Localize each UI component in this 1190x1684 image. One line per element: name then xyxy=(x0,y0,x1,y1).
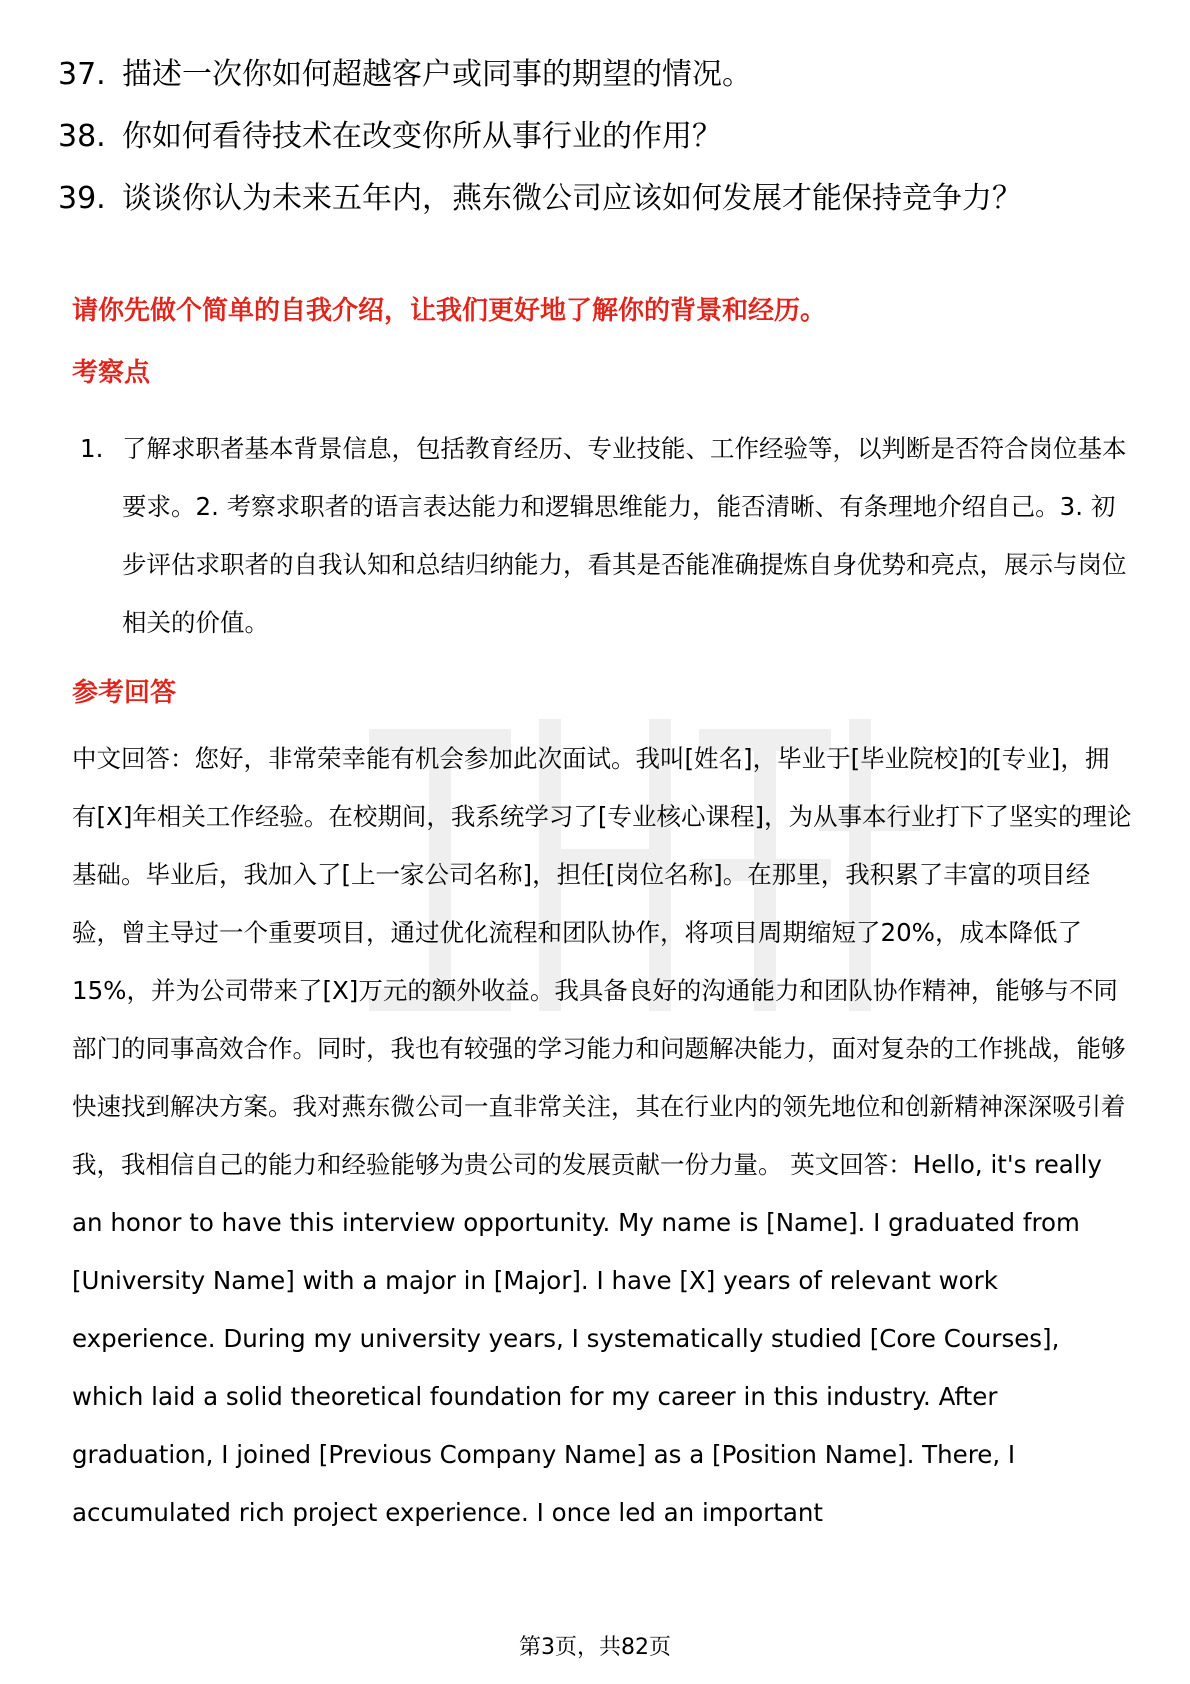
assessment-points xyxy=(80,420,1130,652)
question-text: 谈谈你认为未来五年内，燕东微公司应该如何发展才能保持竞争力？ xyxy=(122,181,1022,216)
assessment-text: 了解求职者基本背景信息，包括教育经历、专业技能、工作经验等，以判断是否符合岗位基本要求。2. 考察求职者的语言表达能力和逻辑思维能力，能否清晰、有条理地介绍自己。3. 初步评估求职者的自我认知和总结归纳能力，看其是否能准确提炼自身优势和亮点，展示与岗位相关的价值。 xyxy=(122,434,1127,637)
question-list xyxy=(58,52,1128,238)
question-number: 39. xyxy=(58,181,106,216)
interview-question-heading: 请你先做个简单的自我介绍，让我们更好地了解你的背景和经历。 xyxy=(72,296,827,326)
question-number: 37. xyxy=(58,57,106,92)
page-footer: 第3页，共82页 xyxy=(519,1635,671,1660)
assessment-points-heading: 考察点 xyxy=(72,358,151,388)
question-item xyxy=(58,52,1128,98)
reference-answer-heading: 参考回答 xyxy=(72,678,177,708)
question-text: 描述一次你如何超越客户或同事的期望的情况。 xyxy=(122,57,752,92)
question-number: 38. xyxy=(58,119,106,154)
reference-answer-text: 中文回答：您好，非常荣幸能有机会参加此次面试。我叫[姓名]，毕业于[毕业院校]的[专业]，拥有[X]年相关工作经验。在校期间，我系统学习了[专业核心课程]，为从事本行业打下了坚实的理论基础。毕业后，我加入了[上一家公司名称]，担任[岗位名称]。在那里，我积累了丰富的项目经验，曾主导过一个重要项目，通过优化流程和团队协作，将项目周期缩短了20%，成本降低了15%，并为公司带来了[X]万元的额外收益。我具备良好的沟通能力和团队协作精神，能够与不同部门的同事高效合作。同时，我也有较强的学习能力和问题解决能力，面对复杂的工作挑战，能够快速找到解决方案。我对燕东微公司一直非常关注，其在行业内的领先地位和创新精神深深吸引着我，我相信自己的能力和经验能够为贵公司的发展贡献一份力量。 英文回答：Hello, it's really an honor to have this interview opportunity. My name is [Name]. I graduated from [University Name] with a major in [Major]. I have [X] years of relevant work experience. During my university years, I systematically studied [Core Courses], which laid a solid theoretical foundation for my career in this industry. After graduation, I joined [Previous Company Name] as a [Position Name]. There, I accumulated rich project experience. I once led an important xyxy=(72,744,1132,1527)
question-item xyxy=(58,176,1128,222)
assessment-number: 1. xyxy=(80,434,104,463)
question-text: 你如何看待技术在改变你所从事行业的作用？ xyxy=(122,119,722,154)
question-item xyxy=(58,114,1128,160)
